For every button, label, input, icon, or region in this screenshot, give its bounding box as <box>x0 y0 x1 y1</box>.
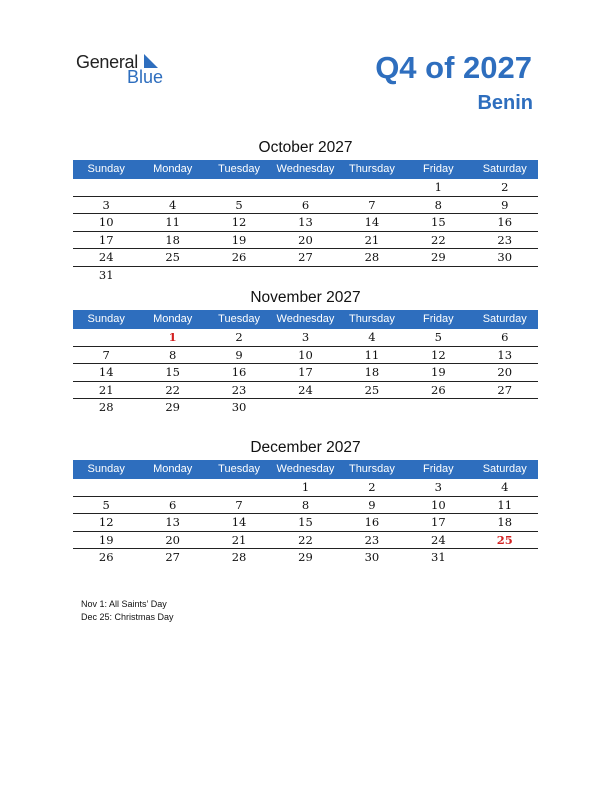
week-row <box>73 179 538 197</box>
day-cell: 27 <box>298 250 313 264</box>
day-cell: 9 <box>368 497 376 512</box>
day-cell: 5 <box>434 330 442 344</box>
weekday-label: Sunday <box>87 163 125 175</box>
day-cell: 28 <box>98 400 114 414</box>
empty-day-cell <box>139 179 205 196</box>
holiday-note: Dec 25: Christmas Day <box>81 612 174 622</box>
day-cell: 20 <box>298 232 313 247</box>
day-cell: 27 <box>497 382 513 397</box>
weekday-label: Monday <box>153 313 193 325</box>
day-cell: 5 <box>102 497 110 512</box>
day-cell: 12 <box>98 515 114 529</box>
day-cell: 30 <box>364 550 380 564</box>
week-row <box>73 532 538 550</box>
week-row <box>73 232 538 250</box>
day-cell: 18 <box>165 232 180 247</box>
day-cell: 21 <box>98 382 114 397</box>
empty-day-cell <box>139 479 205 496</box>
weekday-label: Thursday <box>348 463 395 475</box>
weekday-label: Saturday <box>482 463 527 475</box>
day-cell: 13 <box>298 215 313 229</box>
weekday-label: Friday <box>423 163 454 175</box>
empty-day-cell <box>272 179 338 196</box>
holiday-notes <box>81 598 174 624</box>
weekday-label: Monday <box>153 463 193 475</box>
day-cell: 15 <box>165 365 180 379</box>
day-cell: 10 <box>98 215 114 229</box>
day-cell: 19 <box>431 365 446 379</box>
page-title: Q4 of 2027 <box>375 50 532 85</box>
weekday-label: Saturday <box>482 163 527 175</box>
day-cell: 15 <box>431 215 446 229</box>
day-cell: 11 <box>165 215 180 229</box>
day-cell: 8 <box>434 197 442 212</box>
empty-day-cell <box>405 267 471 284</box>
day-cell: 23 <box>231 382 247 397</box>
day-cell: 26 <box>98 550 114 564</box>
empty-day-cell <box>272 267 338 284</box>
empty-day-cell <box>73 329 139 346</box>
holiday-note: Nov 1: All Saints’ Day <box>81 599 167 609</box>
day-cell: 7 <box>102 347 110 362</box>
week-row <box>73 399 538 416</box>
day-cell: 28 <box>231 550 247 564</box>
weekday-label: Monday <box>153 163 193 175</box>
logo-triangle-icon <box>144 54 158 68</box>
day-cell: 4 <box>168 197 177 212</box>
day-cell: 18 <box>364 365 380 379</box>
empty-day-cell <box>73 179 139 196</box>
day-cell: 12 <box>231 215 247 229</box>
day-cell: 22 <box>298 532 313 547</box>
empty-day-cell <box>272 399 338 416</box>
day-cell: 7 <box>235 497 243 512</box>
day-cell: 4 <box>501 480 509 494</box>
country-name: Benin <box>477 92 533 114</box>
day-cell: 28 <box>364 250 380 264</box>
day-cell: 11 <box>497 497 513 512</box>
day-cell: 17 <box>431 515 446 529</box>
empty-day-cell <box>339 179 405 196</box>
day-cell: 31 <box>431 550 446 564</box>
week-row <box>73 364 538 382</box>
day-cell: 2 <box>501 180 509 194</box>
day-cell: 6 <box>168 497 177 512</box>
weekday-label: Friday <box>423 313 454 325</box>
day-cell: 30 <box>497 250 513 264</box>
week-row <box>73 382 538 400</box>
day-cell: 23 <box>364 532 380 547</box>
day-cell: 14 <box>364 215 380 229</box>
week-row <box>73 479 538 497</box>
day-cell: 2 <box>368 480 376 494</box>
month-october <box>73 138 538 283</box>
weekday-label: Tuesday <box>218 463 260 475</box>
day-cell: 16 <box>231 365 247 379</box>
empty-day-cell <box>206 479 272 496</box>
day-cell: 16 <box>364 515 380 529</box>
weekday-label: Thursday <box>348 163 395 175</box>
weekday-label: Thursday <box>348 313 395 325</box>
day-cell: 6 <box>501 330 509 344</box>
day-cell: 24 <box>98 250 114 264</box>
week-row <box>73 329 538 347</box>
day-cell: 21 <box>231 532 247 547</box>
day-cell: 3 <box>102 197 110 212</box>
day-cell: 20 <box>165 532 180 547</box>
day-cell: 18 <box>497 515 513 529</box>
week-row <box>73 497 538 515</box>
day-cell: 3 <box>301 330 310 344</box>
week-row <box>73 549 538 566</box>
day-cell: 4 <box>368 330 376 344</box>
week-row <box>73 249 538 267</box>
day-cell: 29 <box>298 550 313 564</box>
day-cell: 22 <box>431 232 446 247</box>
weekday-label: Friday <box>423 463 454 475</box>
day-cell: 25 <box>496 532 513 547</box>
day-cell: 10 <box>298 347 313 362</box>
day-cell: 16 <box>497 215 513 229</box>
day-cell: 11 <box>364 347 380 362</box>
logo-blue-text: Blue <box>127 67 164 87</box>
day-cell: 3 <box>434 480 442 494</box>
day-cell: 7 <box>368 197 376 212</box>
empty-day-cell <box>472 549 538 566</box>
day-cell: 6 <box>301 197 310 212</box>
day-cell: 31 <box>98 267 114 282</box>
weekday-label: Wednesday <box>276 313 335 325</box>
logo-general-text: General <box>76 52 138 72</box>
day-cell: 20 <box>497 365 513 379</box>
day-cell: 30 <box>231 400 247 414</box>
weekday-label: Tuesday <box>218 313 260 325</box>
month-title: October 2027 <box>258 139 353 156</box>
day-cell: 5 <box>235 197 243 212</box>
day-cell: 13 <box>165 515 180 529</box>
month-title: November 2027 <box>250 289 361 306</box>
empty-day-cell <box>206 179 272 196</box>
day-cell: 2 <box>235 330 243 344</box>
day-cell: 25 <box>165 250 180 264</box>
empty-day-cell <box>139 267 205 284</box>
day-cell: 17 <box>298 365 313 379</box>
day-cell: 8 <box>168 347 177 362</box>
day-cell: 29 <box>431 250 446 264</box>
day-cell: 9 <box>501 197 509 212</box>
day-cell: 17 <box>98 232 114 247</box>
week-row <box>73 214 538 232</box>
empty-day-cell <box>206 267 272 284</box>
weekday-label: Saturday <box>482 313 527 325</box>
week-row <box>73 197 538 215</box>
weekday-label: Sunday <box>87 313 125 325</box>
day-cell: 10 <box>431 497 446 512</box>
day-cell: 26 <box>231 250 247 264</box>
month-november <box>73 288 538 416</box>
day-cell: 15 <box>298 515 313 529</box>
empty-day-cell <box>405 399 471 416</box>
day-cell: 25 <box>364 382 380 397</box>
day-cell: 24 <box>298 382 313 397</box>
month-title: December 2027 <box>250 439 361 456</box>
day-cell: 1 <box>168 330 177 344</box>
weekday-header <box>73 160 538 179</box>
week-row <box>73 347 538 365</box>
day-cell: 23 <box>497 232 513 247</box>
empty-day-cell <box>339 399 405 416</box>
empty-day-cell <box>73 479 139 496</box>
weekday-header <box>73 310 538 329</box>
weekday-label: Tuesday <box>218 163 260 175</box>
month-december <box>73 438 538 566</box>
weekday-label: Wednesday <box>276 163 335 175</box>
day-cell: 8 <box>301 497 310 512</box>
empty-day-cell <box>339 267 405 284</box>
day-cell: 21 <box>364 232 380 247</box>
day-cell: 1 <box>434 180 442 194</box>
day-cell: 22 <box>165 382 180 397</box>
empty-day-cell <box>472 267 538 284</box>
week-row <box>73 514 538 532</box>
weekday-header <box>73 460 538 479</box>
week-row <box>73 267 538 284</box>
day-cell: 14 <box>98 365 114 379</box>
weekday-label: Sunday <box>87 463 125 475</box>
day-cell: 29 <box>165 400 180 414</box>
weekday-label: Wednesday <box>276 463 335 475</box>
day-cell: 27 <box>165 550 180 564</box>
day-cell: 24 <box>431 532 446 547</box>
day-cell: 26 <box>431 382 446 397</box>
empty-day-cell <box>472 399 538 416</box>
day-cell: 13 <box>497 347 513 362</box>
day-cell: 19 <box>98 532 114 547</box>
day-cell: 1 <box>301 480 310 494</box>
day-cell: 14 <box>231 515 247 529</box>
day-cell: 12 <box>431 347 446 362</box>
day-cell: 19 <box>231 232 247 247</box>
day-cell: 9 <box>235 347 243 362</box>
